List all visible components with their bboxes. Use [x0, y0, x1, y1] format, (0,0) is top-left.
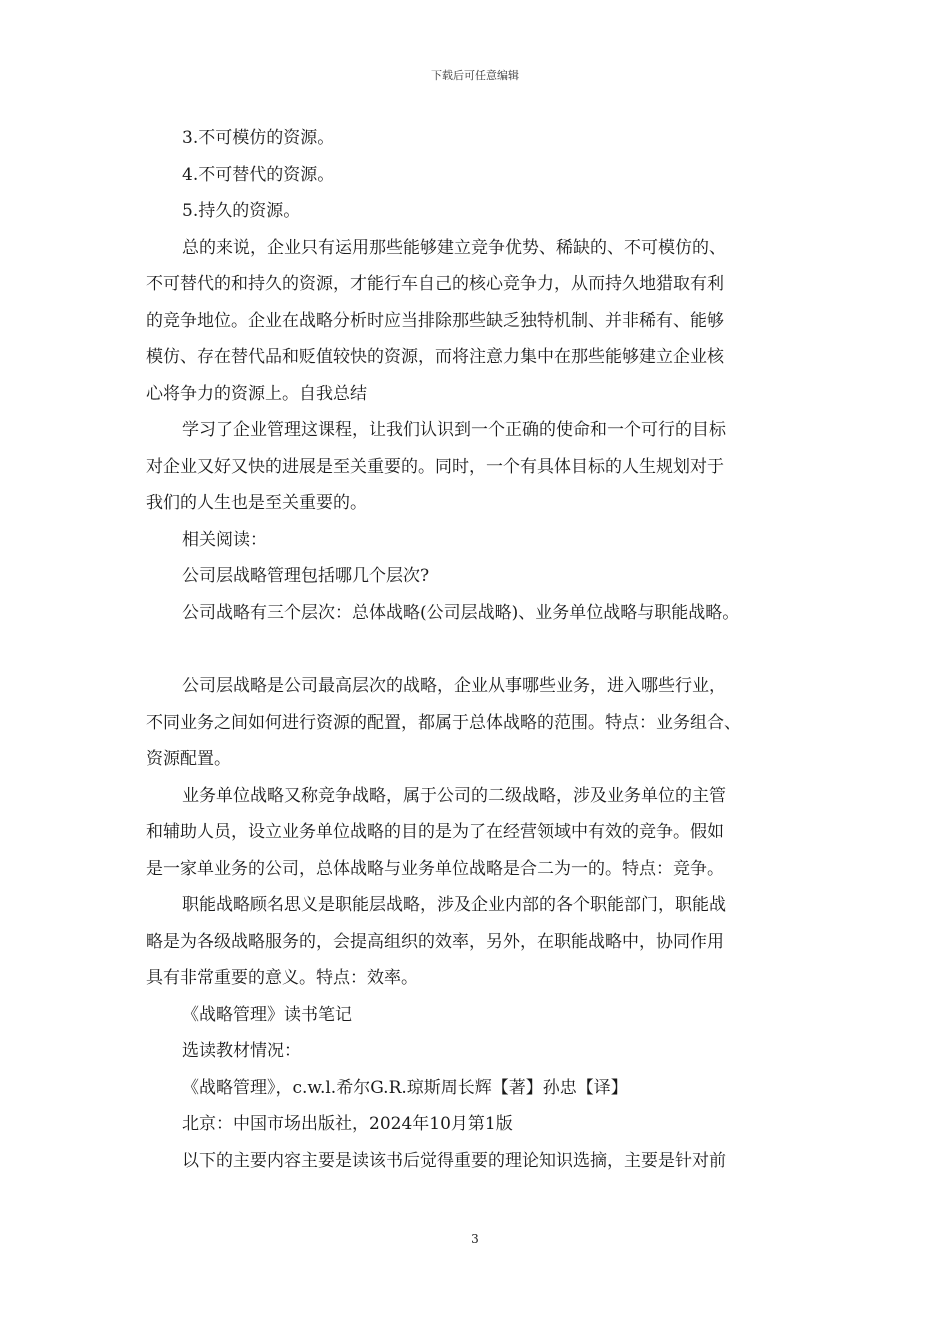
- text-line: 资源配置。: [146, 749, 231, 769]
- text-line: 《战略管理》读书笔记: [182, 1004, 352, 1025]
- document-body: [146, 120, 820, 1179]
- text-line: 模仿、存在替代品和贬值较快的资源，而将注意力集中在那些能够建立企业核: [146, 347, 724, 367]
- text-line: 我们的人生也是至关重要的。: [146, 493, 367, 513]
- page-header: 下载后可任意编辑: [431, 69, 519, 82]
- text-line: 的竞争地位。企业在战略分析时应当排除那些缺乏独特机制、并非稀有、能够: [146, 310, 724, 331]
- text-line: 心将争力的资源上。自我总结: [146, 383, 367, 404]
- text-line: 业务单位战略又称竞争战略，属于公司的二级战略，涉及业务单位的主管: [182, 785, 726, 806]
- text-line: 北京：中国市场出版社，2024年10月第1版: [182, 1114, 513, 1134]
- body-part-2: [146, 668, 820, 1179]
- text-line: 略是为各级战略服务的，会提高组织的效率，另外，在职能战略中，协同作用: [146, 931, 724, 952]
- text-line: 选读教材情况：: [182, 1041, 301, 1061]
- body-part-1: [146, 120, 820, 631]
- blank-line: [146, 631, 820, 668]
- text-line: 具有非常重要的意义。特点：效率。: [146, 968, 418, 988]
- text-line: 《战略管理》，c.w.l.希尔G.R.琼斯周长辉【著】孙忠【译】: [182, 1077, 628, 1098]
- text-line: 学习了企业管理这课程，让我们认识到一个正确的使命和一个可行的目标: [182, 420, 726, 440]
- text-line: 总的来说，企业只有运用那些能够建立竞争优势、稀缺的、不可模仿的、: [182, 237, 726, 258]
- text-line: 不可替代的和持久的资源，才能行车自己的核心竞争力，从而持久地猎取有利: [146, 274, 724, 294]
- text-line: 相关阅读：: [182, 529, 267, 550]
- text-line: 和辅助人员，设立业务单位战略的目的是为了在经营领域中有效的竞争。假如: [146, 822, 724, 842]
- text-line: 公司层战略是公司最高层次的战略，企业从事哪些业务，进入哪些行业，: [182, 676, 726, 696]
- text-line: 对企业又好又快的进展是至关重要的。同时，一个有具体目标的人生规划对于: [146, 456, 724, 477]
- text-line: 以下的主要内容主要是读该书后觉得重要的理论知识选摘，主要是针对前: [182, 1150, 726, 1171]
- text-line: 不同业务之间如何进行资源的配置，都属于总体战略的范围。特点：业务组合、: [146, 712, 741, 733]
- text-line: 职能战略顾名思义是职能层战略，涉及企业内部的各个职能部门，职能战: [182, 895, 726, 915]
- text-line: 3.不可模仿的资源。: [182, 128, 335, 148]
- page-number: 3: [471, 1232, 479, 1246]
- text-line: 是一家单业务的公司，总体战略与业务单位战略是合二为一的。特点：竞争。: [146, 858, 724, 879]
- text-line: 公司层战略管理包括哪几个层次?: [182, 566, 430, 586]
- text-line: 4.不可替代的资源。: [182, 164, 335, 185]
- text-line: 公司战略有三个层次：总体战略(公司层战略)、业务单位战略与职能战略。: [182, 602, 740, 623]
- text-line: 5.持久的资源。: [182, 201, 301, 221]
